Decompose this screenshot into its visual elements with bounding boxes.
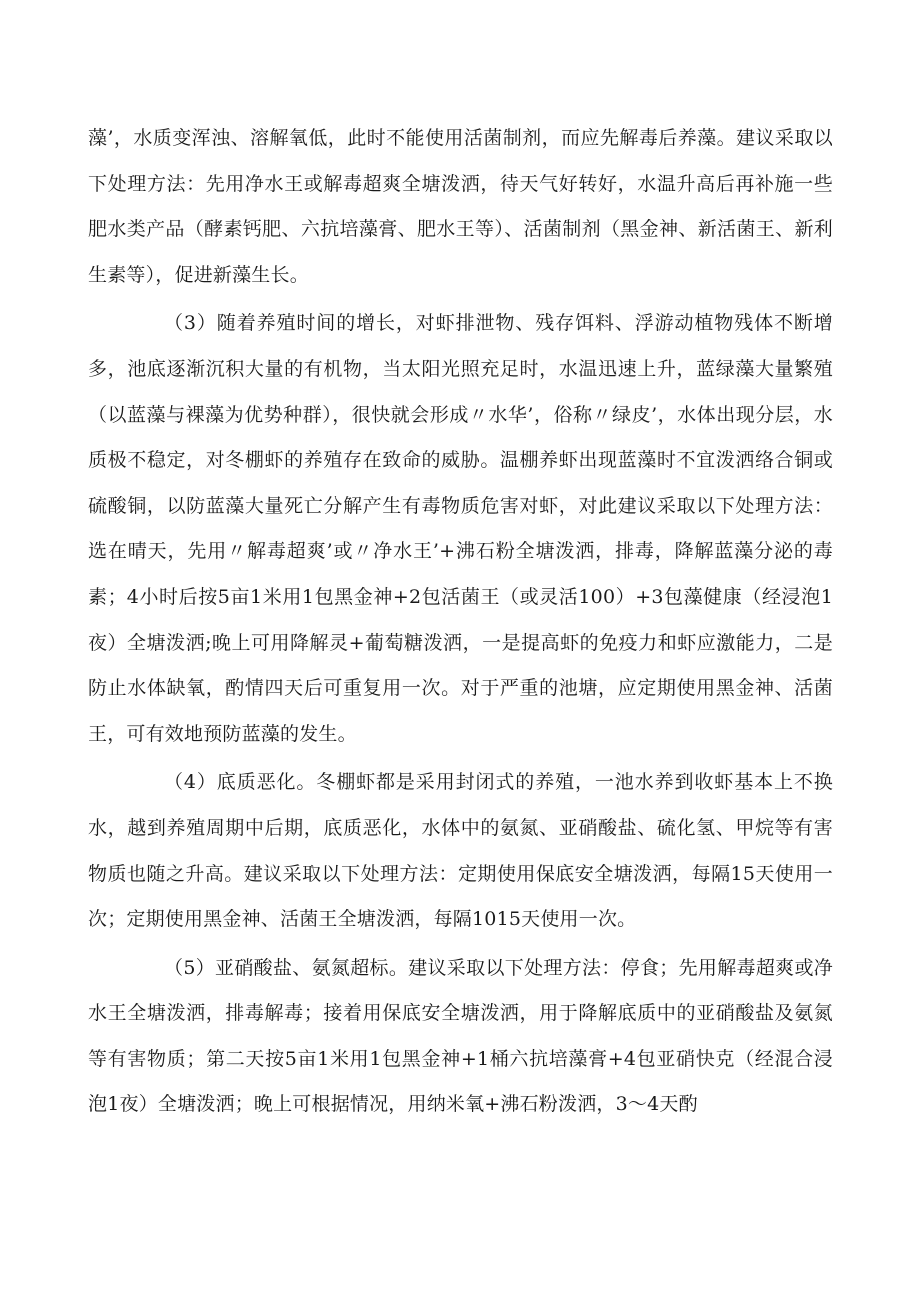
paragraph-continuation: 藻’，水质变浑浊、溶解氧低，此时不能使用活菌制剂，而应先解毒后养藻。建议采取以下处理方法：先用净水王或解毒超爽全塘泼洒，待天气好转好，水温升高后再补施一些肥水类产品（酵素钙肥、六抗培藻膏、肥水王等）、活菌制剂（黑金神、新活菌王、新利生素等），促进新藻生长。	[88, 127, 833, 286]
document-body	[88, 116, 833, 1128]
paragraph-blue-algae: （3）随着养殖时间的增长，对虾排泄物、残存饵料、浮游动植物残体不断增多，池底逐渐沉积大量的有机物，当太阳光照充足时，水温迅速上升，蓝绿藻大量繁殖（以蓝藻与裸藻为优势种群），很快就会形成〃水华’，俗称〃绿皮’，水体出现分层，水质极不稳定，对冬棚虾的养殖存在致命的威胁。温棚养虾出现蓝藻时不宜泼洒络合铜或硫酸铜，以防蓝藻大量死亡分解产生有毒物质危害对虾，对此建议采取以下处理方法：选在晴天，先用〃解毒超爽’或〃净水王’+沸石粉全塘泼洒，排毒，降解蓝藻分泌的毒素；4小时后按5亩1米用1包黑金神+2包活菌王（或灵活100）+3包藻健康（经浸泡1夜）全塘泼洒;晚上可用降解灵+葡萄糖泼洒，一是提高虾的免疫力和虾应激能力，二是防止水体缺氧，酌情四天后可重复用一次。对于严重的池塘，应定期使用黑金神、活菌王，可有效地预防蓝藻的发生。	[88, 312, 833, 745]
paragraph-bottom-deterioration: （4）底质恶化。冬棚虾都是采用封闭式的养殖，一池水养到收虾基本上不换水，越到养殖周期中后期，底质恶化，水体中的氨氮、亚硝酸盐、硫化氢、甲烷等有害物质也随之升高。建议采取以下处理方法：定期使用保底安全塘泼洒，每隔15天使用一次；定期使用黑金神、活菌王全塘泼洒，每隔1015天使用一次。	[88, 771, 833, 931]
paragraph-nitrite-ammonia: （5）亚硝酸盐、氨氮超标。建议采取以下处理方法：停食；先用解毒超爽或净水王全塘泼洒，排毒解毒；接着用保底安全塘泼洒，用于降解底质中的亚硝酸盐及氨氮等有害物质；第二天按5亩1米用1包黑金神+1桶六抗培藻膏+4包亚硝快克（经混合浸泡1夜）全塘泼洒；晚上可根据情况，用纳米氧+沸石粉泼洒，3～4天酌	[88, 956, 833, 1116]
